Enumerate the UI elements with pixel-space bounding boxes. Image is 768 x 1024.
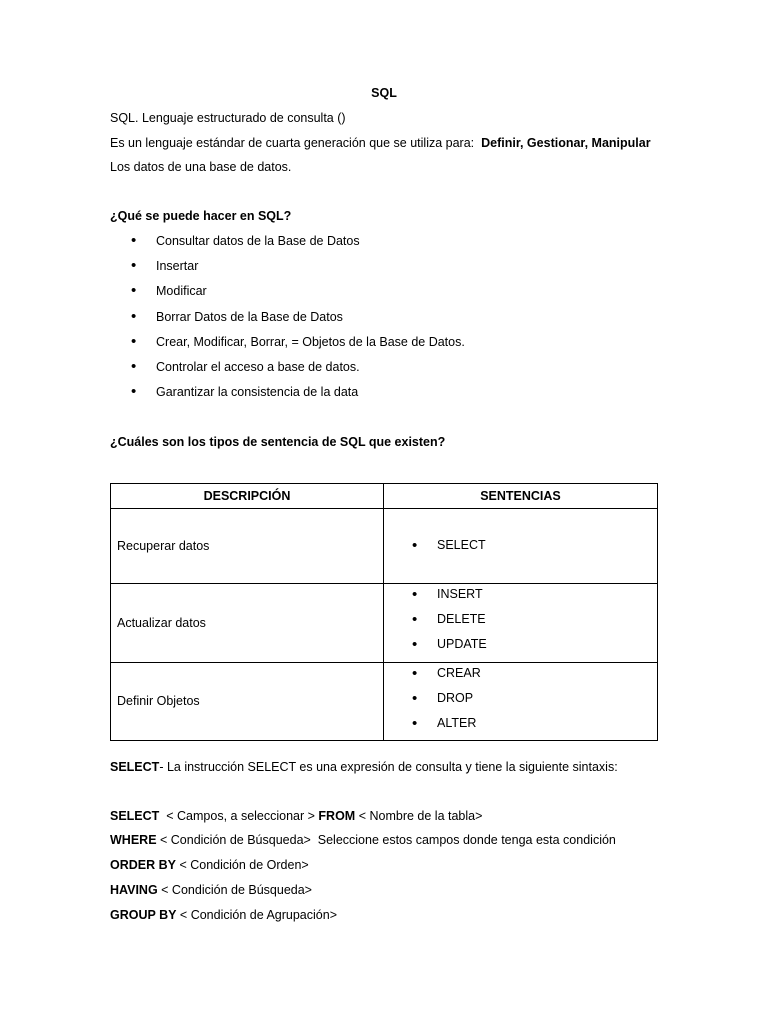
table-header-statements: SENTENCIAS <box>384 484 658 509</box>
intro-line-3: Los datos de una base de datos. <box>110 160 292 174</box>
table-cell-description: Definir Objetos <box>111 662 384 741</box>
table-cell-statements <box>384 584 658 663</box>
syntax-line-where <box>110 833 616 847</box>
statement-item: • CREAR <box>412 665 657 690</box>
statement-item: • DROP <box>412 690 657 715</box>
capabilities-list <box>131 232 465 408</box>
syntax-line-order-by <box>110 858 309 872</box>
intro-line-2-bold: Definir, Gestionar, Manipular <box>481 136 651 150</box>
intro-line-2 <box>110 136 651 150</box>
syntax-keyword: ORDER BY <box>110 858 176 872</box>
list-item: • Modificar <box>131 282 465 307</box>
syntax-text: < Condición de Búsqueda> <box>157 883 312 897</box>
list-item: • Crear, Modificar, Borrar, = Objetos de la Base de Datos. <box>131 333 465 358</box>
table-header-description: DESCRIPCIÓN <box>111 484 384 509</box>
table-row <box>111 584 658 663</box>
syntax-line-group-by <box>110 908 337 922</box>
syntax-text: < Nombre de la tabla> <box>355 809 483 823</box>
select-keyword: SELECT <box>110 760 160 774</box>
question-statement-types: ¿Cuáles son los tipos de sentencia de SQL que existen? <box>110 435 446 449</box>
list-item: • Controlar el acceso a base de datos. <box>131 358 465 383</box>
syntax-text: < Condición de Orden> <box>175 858 309 872</box>
intro-line-1: SQL. Lenguaje estructurado de consulta () <box>110 111 346 125</box>
table-row <box>111 509 658 584</box>
syntax-line-having <box>110 883 312 897</box>
syntax-text: < Campos, a seleccionar > <box>159 809 319 823</box>
list-item: • Garantizar la consistencia de la data <box>131 383 465 408</box>
table-cell-statements <box>384 662 658 741</box>
list-item: • Borrar Datos de la Base de Datos <box>131 308 465 333</box>
list-item: • Insertar <box>131 257 465 282</box>
syntax-keyword: GROUP BY <box>110 908 177 922</box>
table-cell-statements <box>384 509 658 584</box>
syntax-line-select <box>110 809 482 823</box>
statement-item: • SELECT <box>412 537 657 562</box>
document-title: SQL <box>371 86 397 100</box>
list-item: • Consultar datos de la Base de Datos <box>131 232 465 257</box>
statement-types-table <box>110 483 658 741</box>
table-cell-description: Actualizar datos <box>111 584 384 663</box>
syntax-text: < Condición de Agrupación> <box>176 908 337 922</box>
statement-item: • ALTER <box>412 715 657 740</box>
statement-item: • UPDATE <box>412 636 657 661</box>
syntax-keyword-from: FROM <box>318 809 356 823</box>
table-row <box>111 662 658 741</box>
statement-item: • DELETE <box>412 611 657 636</box>
syntax-keyword: WHERE <box>110 833 157 847</box>
table-cell-description: Recuperar datos <box>111 509 384 584</box>
select-description-text: - La instrucción SELECT es una expresión de consulta y tiene la siguiente sintaxis: <box>159 760 618 774</box>
syntax-keyword: HAVING <box>110 883 158 897</box>
syntax-keyword: SELECT <box>110 809 160 823</box>
intro-line-2-text: Es un lenguaje estándar de cuarta generación que se utiliza para: <box>110 136 475 150</box>
syntax-text: < Condición de Búsqueda> Seleccione estos campos donde tenga esta condición <box>156 833 616 847</box>
statement-item: • INSERT <box>412 586 657 611</box>
select-description <box>110 760 618 774</box>
question-what-can-sql-do: ¿Qué se puede hacer en SQL? <box>110 209 292 223</box>
